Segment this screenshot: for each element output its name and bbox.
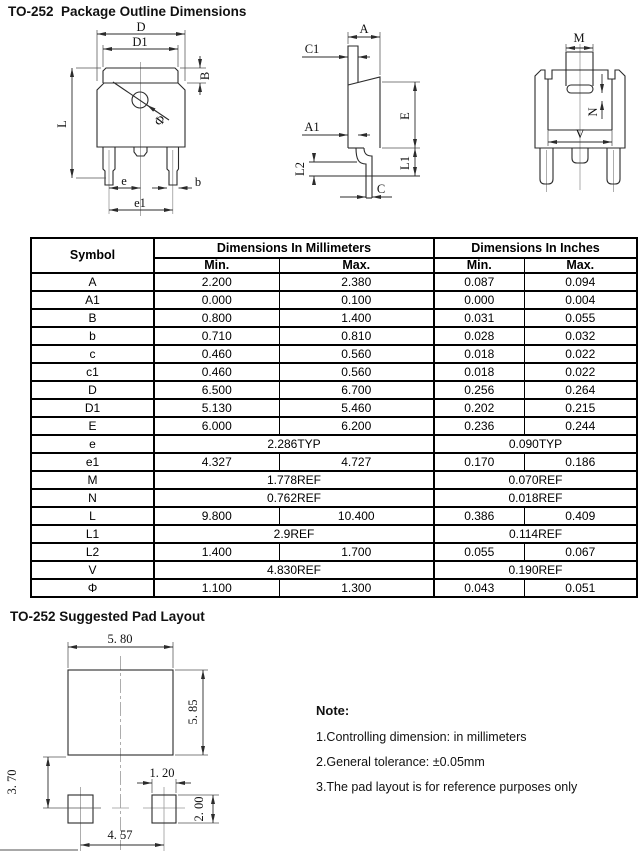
cell-mm-max: 0.100 [279, 291, 434, 309]
cell-mm-ref: 4.830REF [154, 561, 434, 579]
header-mm: Dimensions In Millimeters [154, 238, 434, 258]
cell-mm-min: 6.000 [154, 417, 279, 435]
table-row [31, 345, 637, 363]
cell-symbol: L1 [31, 525, 154, 543]
dim-label-D1: D1 [132, 35, 148, 49]
cell-mm-max: 6.200 [279, 417, 434, 435]
header-inches: Dimensions In Inches [434, 238, 637, 258]
table-row [31, 399, 637, 417]
cell-in-max: 0.022 [524, 363, 637, 381]
cell-symbol: B [31, 309, 154, 327]
cell-symbol: e1 [31, 453, 154, 471]
cell-symbol: L [31, 507, 154, 525]
table-row [31, 561, 637, 579]
dim-label-e1: e1 [134, 196, 146, 210]
table-row [31, 435, 637, 453]
pad-dim-height: 5. 85 [186, 699, 200, 725]
notes-section [316, 703, 626, 805]
cell-in-min: 0.000 [434, 291, 524, 309]
cell-in-max: 0.051 [524, 579, 637, 597]
cell-symbol: e [31, 435, 154, 453]
dim-label-L: L [55, 120, 69, 128]
table-row [31, 507, 637, 525]
table-row [31, 363, 637, 381]
dim-label-L1: L1 [398, 156, 412, 170]
cell-in-min: 0.043 [434, 579, 524, 597]
cell-mm-max: 10.400 [279, 507, 434, 525]
table-row [31, 327, 637, 345]
dim-label-M: M [573, 31, 585, 45]
pad-dim-offset: 3. 70 [5, 769, 19, 795]
cell-in-min: 0.236 [434, 417, 524, 435]
pad-dim-pitch: 4. 57 [107, 828, 133, 842]
header-symbol: Symbol [31, 238, 154, 273]
note-item-3: 3.The pad layout is for reference purposes only [316, 780, 578, 794]
dim-label-e: e [121, 174, 127, 188]
pad-layout-drawing [0, 630, 235, 853]
cell-in-min: 0.018 [434, 345, 524, 363]
table-row [31, 273, 637, 291]
cell-in-max: 0.409 [524, 507, 637, 525]
page-bottom-artifact-line [0, 849, 78, 851]
cell-mm-min: 5.130 [154, 399, 279, 417]
cell-mm-ref: 2.9REF [154, 525, 434, 543]
cell-symbol: D1 [31, 399, 154, 417]
cell-mm-max: 4.727 [279, 453, 434, 471]
cell-in-min: 0.031 [434, 309, 524, 327]
cell-in-max: 0.022 [524, 345, 637, 363]
side-view [293, 22, 420, 198]
cell-in-max: 0.067 [524, 543, 637, 561]
cell-mm-min: 1.100 [154, 579, 279, 597]
header-mm-max: Max. [279, 258, 434, 273]
cell-mm-min: 0.000 [154, 291, 279, 309]
cell-in-min: 0.087 [434, 273, 524, 291]
cell-mm-max: 0.560 [279, 363, 434, 381]
package-outline-drawings [0, 20, 642, 234]
dim-label-N: N [586, 107, 600, 117]
table-row [31, 417, 637, 435]
cell-symbol: L2 [31, 543, 154, 561]
dim-label-A1: A1 [304, 120, 320, 134]
cell-mm-min: 9.800 [154, 507, 279, 525]
table-row [31, 309, 637, 327]
cell-in-max: 0.264 [524, 381, 637, 399]
cell-symbol: c1 [31, 363, 154, 381]
dim-label-phi: Φ [150, 111, 169, 129]
package-outline-title: TO-252 Package Outline Dimensions [8, 4, 247, 19]
cell-in-min: 0.202 [434, 399, 524, 417]
cell-symbol: b [31, 327, 154, 345]
cell-mm-min: 6.500 [154, 381, 279, 399]
cell-in-max: 0.004 [524, 291, 637, 309]
cell-in-min: 0.028 [434, 327, 524, 345]
cell-in-ref: 0.190REF [434, 561, 637, 579]
cell-mm-max: 5.460 [279, 399, 434, 417]
cell-mm-max: 6.700 [279, 381, 434, 399]
cell-in-max: 0.244 [524, 417, 637, 435]
header-in-max: Max. [524, 258, 637, 273]
note-item-2: 2.General tolerance: ±0.05mm [316, 755, 485, 769]
cell-mm-min: 0.800 [154, 309, 279, 327]
cell-mm-min: 0.460 [154, 345, 279, 363]
front-view [55, 20, 212, 216]
cell-symbol: Φ [31, 579, 154, 597]
header-in-min: Min. [434, 258, 524, 273]
cell-mm-max: 2.380 [279, 273, 434, 291]
cell-in-ref: 0.114REF [434, 525, 637, 543]
cell-in-max: 0.094 [524, 273, 637, 291]
cell-in-ref: 0.018REF [434, 489, 637, 507]
dim-label-L2: L2 [293, 162, 307, 176]
header-mm-min: Min. [154, 258, 279, 273]
cell-in-min: 0.256 [434, 381, 524, 399]
note-item-1: 1.Controlling dimension: in millimeters [316, 730, 527, 744]
cell-in-max: 0.186 [524, 453, 637, 471]
cell-symbol: D [31, 381, 154, 399]
table-row [31, 381, 637, 399]
cell-symbol: E [31, 417, 154, 435]
cell-symbol: M [31, 471, 154, 489]
cell-symbol: c [31, 345, 154, 363]
cell-symbol: N [31, 489, 154, 507]
cell-mm-max: 1.400 [279, 309, 434, 327]
cell-mm-min: 1.400 [154, 543, 279, 561]
dim-label-B: B [198, 71, 212, 81]
cell-mm-max: 0.560 [279, 345, 434, 363]
table-row [31, 525, 637, 543]
cell-mm-ref: 1.778REF [154, 471, 434, 489]
table-row [31, 453, 637, 471]
cell-mm-max: 1.700 [279, 543, 434, 561]
dim-label-C1: C1 [304, 42, 320, 56]
cell-mm-min: 4.327 [154, 453, 279, 471]
cell-in-typ: 0.090TYP [434, 435, 637, 453]
cell-symbol: A [31, 273, 154, 291]
dim-label-b: b [194, 175, 202, 189]
pad-dim-pad-width: 1. 20 [149, 766, 175, 780]
cell-mm-ref: 0.762REF [154, 489, 434, 507]
cell-in-max: 0.032 [524, 327, 637, 345]
table-row [31, 579, 637, 597]
pad-dim-width: 5. 80 [107, 632, 133, 646]
table-row [31, 489, 637, 507]
dimensions-table-container [30, 237, 638, 598]
cell-mm-min: 0.710 [154, 327, 279, 345]
cell-symbol: V [31, 561, 154, 579]
table-header-groups [31, 238, 637, 258]
dim-label-V: V [575, 127, 585, 141]
table-row [31, 543, 637, 561]
dim-label-C: C [376, 182, 386, 196]
cell-in-max: 0.215 [524, 399, 637, 417]
cell-mm-min: 2.200 [154, 273, 279, 291]
pad-dim-pad-height: 2. 00 [192, 796, 206, 822]
cell-in-min: 0.170 [434, 453, 524, 471]
dim-label-E: E [398, 112, 412, 120]
back-view [535, 31, 625, 192]
cell-in-min: 0.018 [434, 363, 524, 381]
cell-symbol: A1 [31, 291, 154, 309]
dimensions-table [30, 237, 638, 598]
cell-in-min: 0.055 [434, 543, 524, 561]
cell-in-max: 0.055 [524, 309, 637, 327]
cell-mm-min: 0.460 [154, 363, 279, 381]
table-row [31, 471, 637, 489]
cell-in-ref: 0.070REF [434, 471, 637, 489]
dim-label-D: D [136, 20, 146, 34]
pad-layout-title: TO-252 Suggested Pad Layout [10, 609, 205, 624]
cell-in-min: 0.386 [434, 507, 524, 525]
dim-label-A: A [359, 22, 369, 36]
notes-heading: Note: [316, 703, 350, 718]
cell-mm-typ: 2.286TYP [154, 435, 434, 453]
table-row [31, 291, 637, 309]
cell-mm-max: 0.810 [279, 327, 434, 345]
cell-mm-max: 1.300 [279, 579, 434, 597]
